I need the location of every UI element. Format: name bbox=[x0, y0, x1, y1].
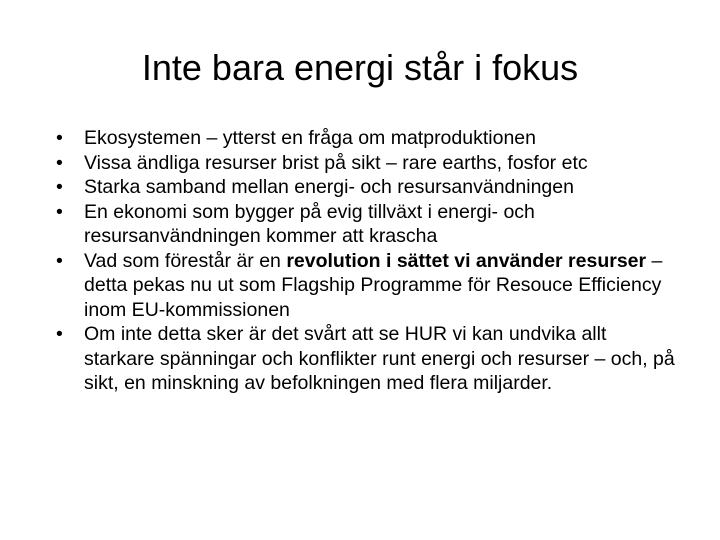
slide-title: Inte bara energi står i fokus bbox=[141, 47, 579, 88]
bullet-list bbox=[56, 126, 676, 396]
bullet-text: Starka samband mellan energi- och resursanvändningen bbox=[84, 176, 574, 198]
bullet-text-bold: revolution i sättet vi använder resurser bbox=[286, 249, 647, 272]
bullet-dot-icon: • bbox=[56, 323, 63, 345]
bullet-text: En ekonomi som bygger på evig tillväxt i energi- och resursanvändningen kommer att krascha bbox=[84, 200, 535, 247]
bullet-item bbox=[56, 249, 676, 323]
bullet-dot-icon: • bbox=[56, 176, 63, 198]
bullet-dot-icon: • bbox=[56, 249, 63, 272]
bullet-item bbox=[56, 322, 676, 396]
bullet-item bbox=[56, 151, 676, 176]
bullet-text-before: Vad som förestår är en bbox=[84, 249, 287, 272]
bullet-item bbox=[56, 175, 676, 200]
bullet-dot-icon: • bbox=[56, 127, 63, 149]
bullet-text-after: – detta pekas nu ut som Flagship Programme för Resouce Efficiency inom EU-kommissionen bbox=[84, 249, 663, 321]
bullet-text: Om inte detta sker är det svårt att se HUR vi kan undvika allt starkare spänningar och konflikter runt energi och resurser – och, på sikt, en minskning av befolkningen med flera miljarder. bbox=[84, 323, 675, 394]
bullet-text: Ekosystemen – ytterst en fråga om matproduktionen bbox=[84, 127, 536, 149]
bullet-text: Vissa ändliga resurser brist på sikt – rare earths, fosfor etc bbox=[84, 151, 588, 174]
bullet-item bbox=[56, 126, 676, 151]
bullet-item bbox=[56, 200, 676, 249]
bullet-dot-icon: • bbox=[56, 200, 63, 223]
bullet-dot-icon: • bbox=[56, 151, 63, 174]
